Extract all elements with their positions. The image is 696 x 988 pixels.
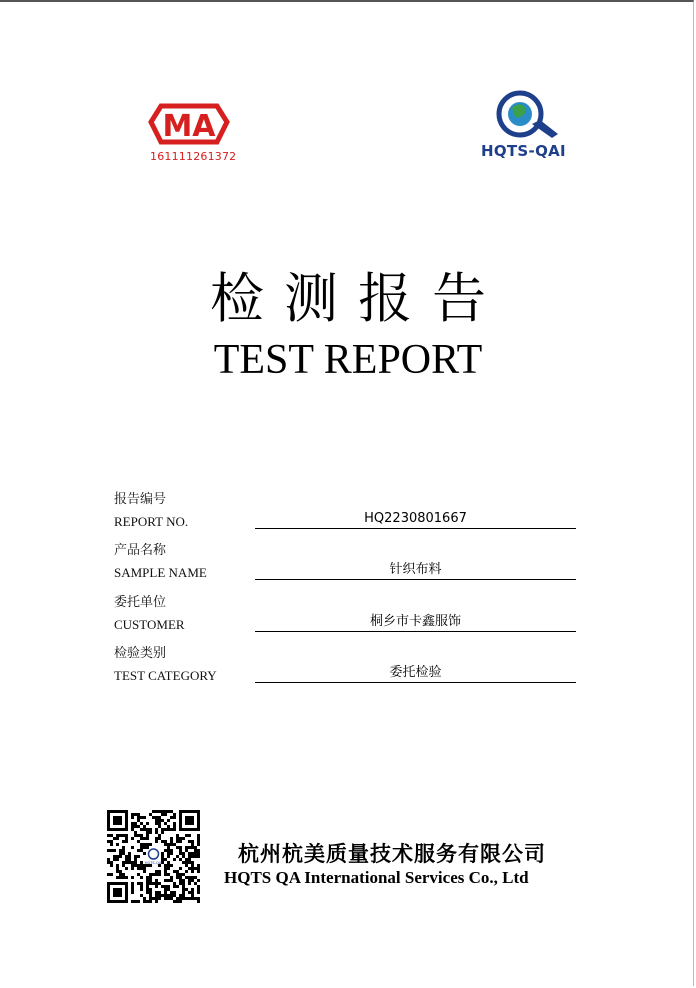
qr-code — [107, 810, 200, 903]
field-label-cn: 产品名称 — [114, 543, 167, 558]
hqts-logo — [494, 90, 564, 140]
field-value: 桐乡市卡鑫服饰 — [255, 613, 576, 632]
page-title-en: TEST REPORT — [213, 337, 483, 383]
page-title-cn: 检测报告 — [210, 267, 506, 330]
company-name-en: HQTS QA International Services Co., Ltd — [224, 868, 529, 887]
field-label-cn: 委托单位 — [114, 595, 167, 610]
company-name-cn: 杭州杭美质量技术服务有限公司 — [238, 842, 546, 866]
field-label-cn: 报告编号 — [114, 492, 167, 507]
field-test-category — [114, 642, 576, 692]
cma-number: 161111261372 — [150, 150, 237, 163]
field-label-en: CUSTOMER — [114, 617, 185, 632]
field-report-no — [114, 488, 576, 538]
hqts-logo-text: HQTS-QAI — [481, 142, 566, 160]
field-value: 针织布料 — [255, 561, 576, 580]
field-label-en: TEST CATEGORY — [114, 668, 217, 683]
cma-logo-text: MA — [162, 109, 216, 144]
field-label-cn: 检验类别 — [114, 646, 167, 661]
field-value: 委托检验 — [255, 664, 576, 683]
field-customer — [114, 591, 576, 641]
field-label-en: REPORT NO. — [114, 514, 189, 529]
field-sample-name — [114, 539, 576, 589]
qr-logo-caption: HQTS-QAI — [144, 861, 163, 865]
field-label-en: SAMPLE NAME — [114, 565, 207, 580]
field-value: HQ2230801667 — [255, 510, 576, 529]
